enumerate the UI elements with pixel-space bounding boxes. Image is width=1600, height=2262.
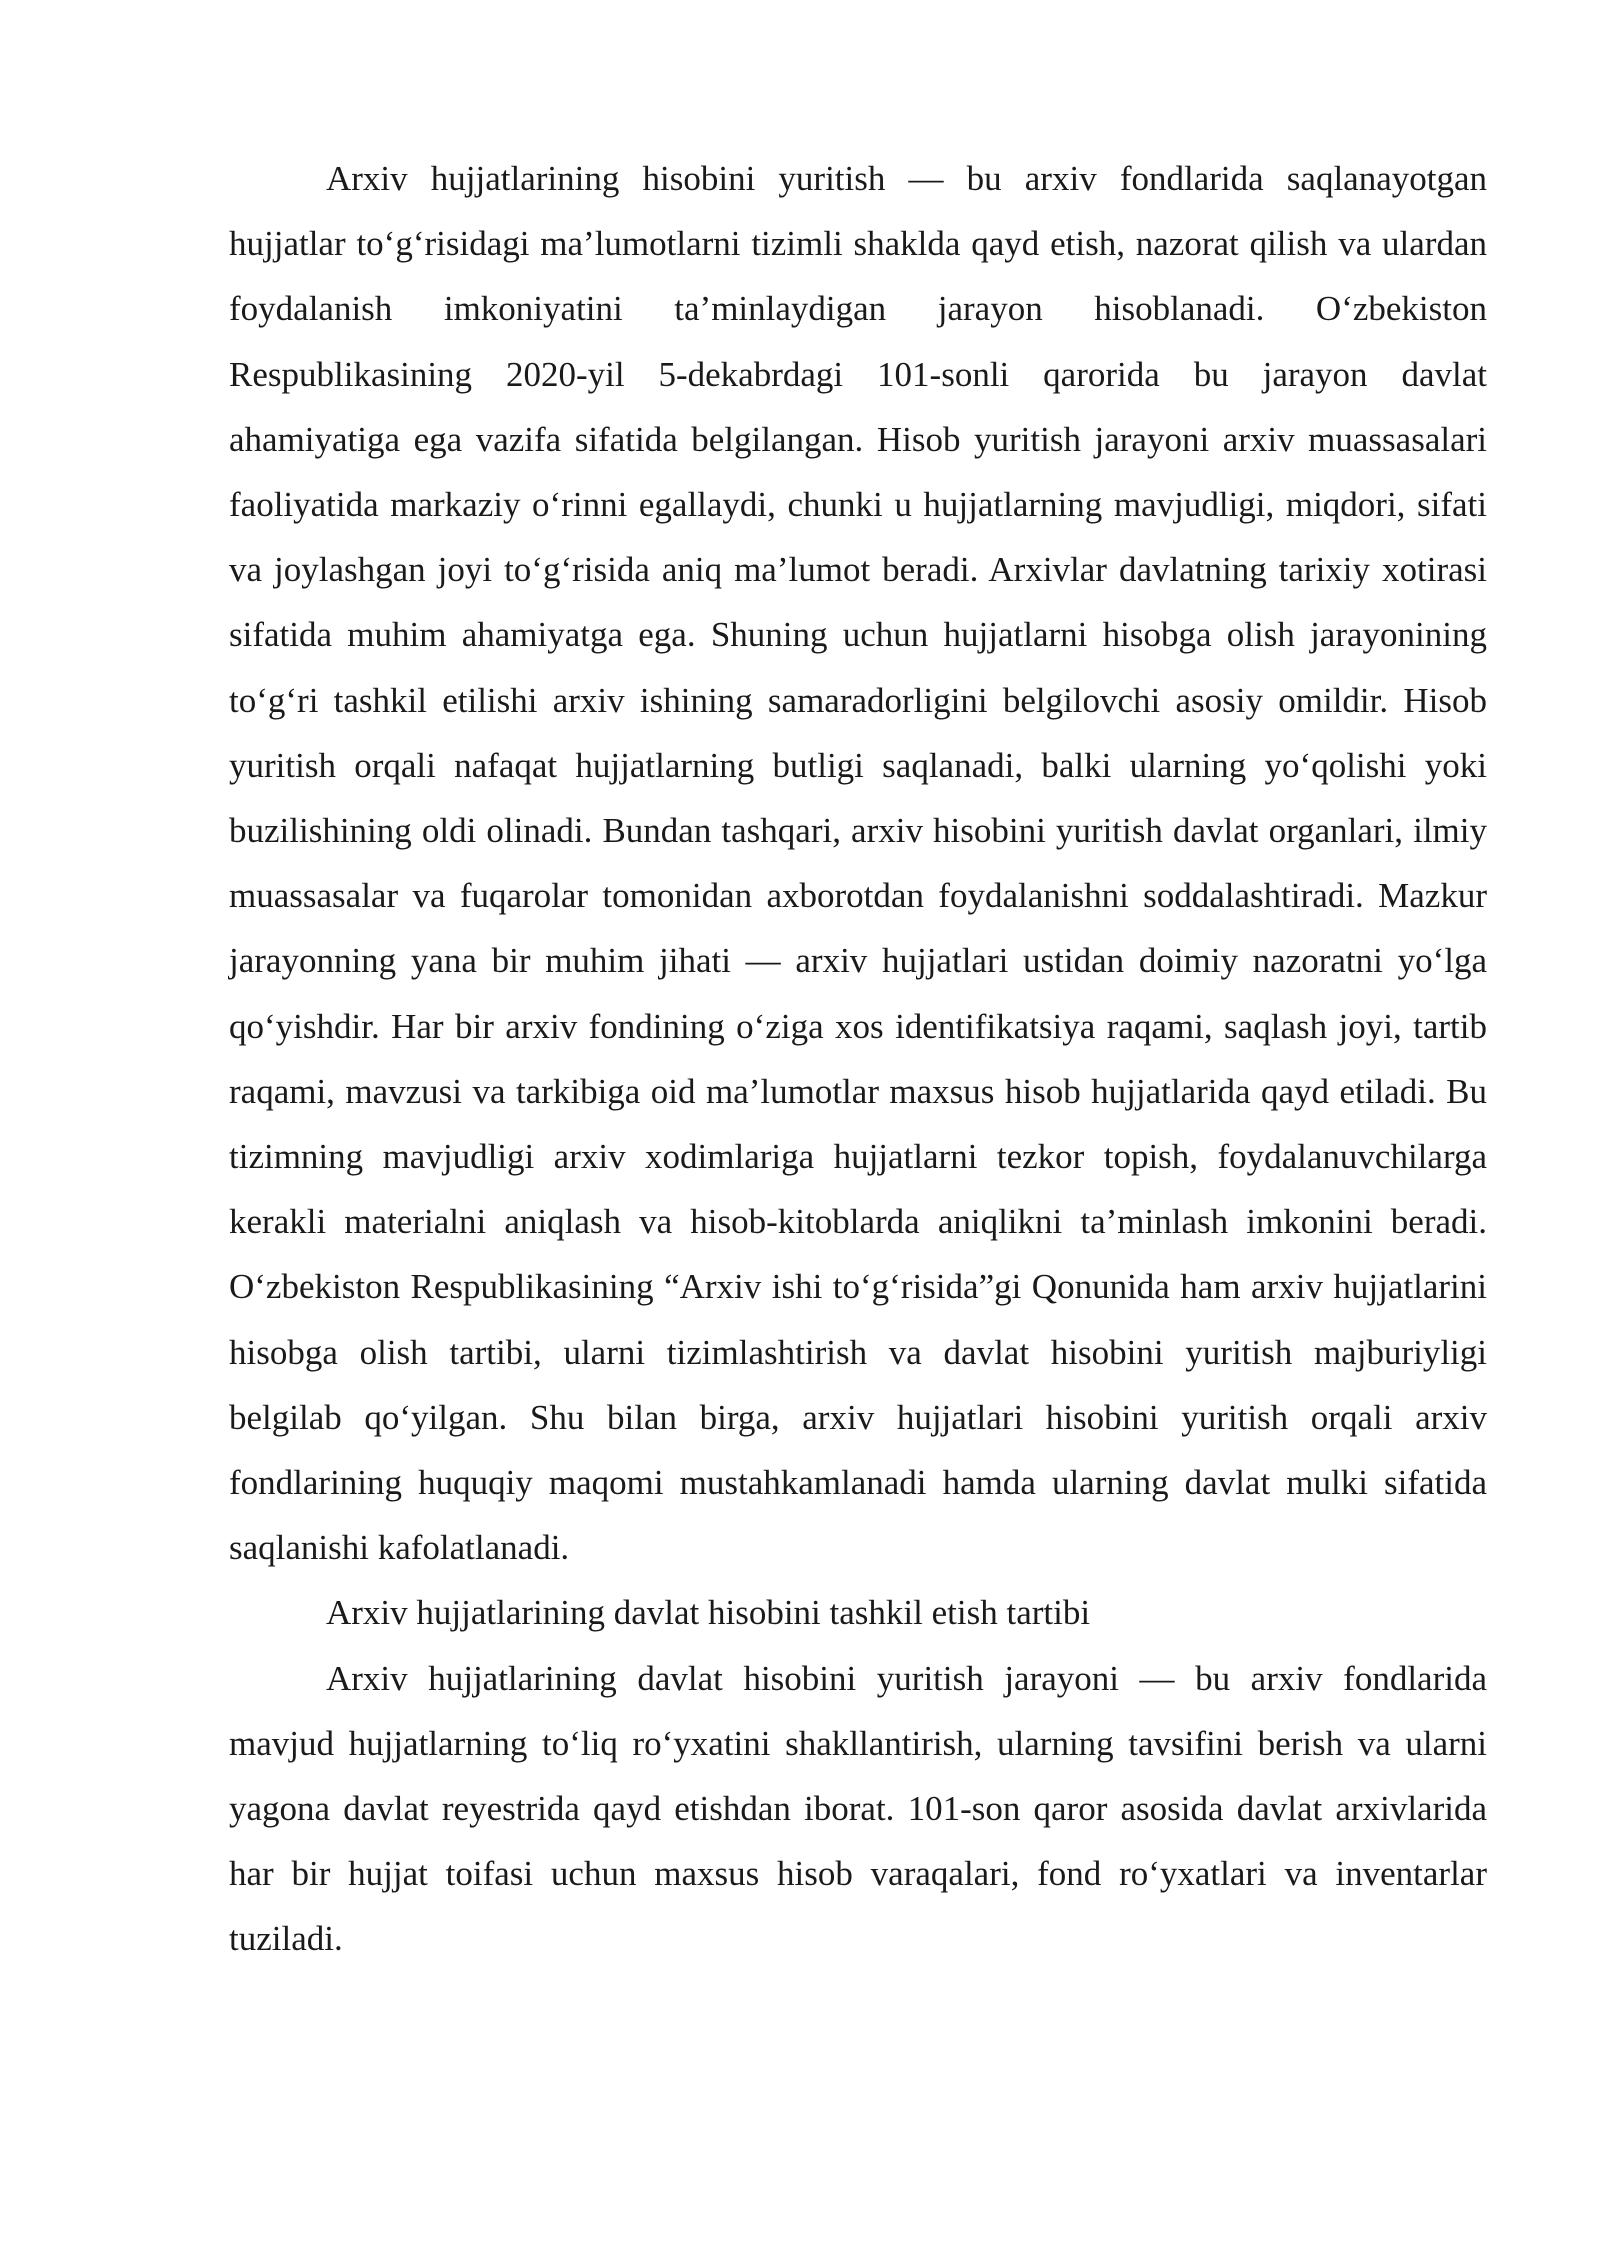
section-heading: Arxiv hujjatlarining davlat hisobini tashkil etish tartibi — [326, 1593, 1091, 1633]
body-paragraph-1: Arxiv hujjatlarining hisobini yuritish — bu arxiv fondlarida saqlanayotgan hujjatlar to‘g‘risidagi ma’lumotlarni tizimli shaklda qayd etish, nazorat qilish va ulardan foydalanish imkoniyatini ta’minlaydigan jarayon hisoblanadi. O‘zbekiston Respublikasining 2020-yil 5-dekabrdagi 101-sonli qarorida bu jarayon davlat ahamiyatiga ega vazifa sifatida belgilangan. Hisob yuritish jarayoni arxiv muassasalari faoliyatida markaziy o‘rinni egallaydi, chunki u hujjatlarning mavjudligi, miqdori, sifati va joylashgan joyi to‘g‘risida aniq ma’lumot beradi. Arxivlar davlatning tarixiy xotirasi sifatida muhim ahamiyatga ega. Shuning uchun hujjatlarni hisobga olish jarayonining to‘g‘ri tashkil etilishi arxiv ishining samaradorligini belgilovchi asosiy omildir. Hisob yuritish orqali nafaqat hujjatlarning butligi saqlanadi, balki ularning yo‘qolishi yoki buzilishining oldi olinadi. Bundan tashqari, arxiv hisobini yuritish davlat organlari, ilmiy muassasalar va fuqarolar tomonidan axborotdan foydalanishni soddalashtiradi. Mazkur jarayonning yana bir muhim jihati — arxiv hujjatlari ustidan doimiy nazoratni yo‘lga qo‘yishdir. Har bir arxiv fondining o‘ziga xos identifikatsiya raqami, saqlash joyi, tartib raqami, mavzusi va tarkibiga oid ma’lumotlar maxsus hisob hujjatlarida qayd etiladi. Bu tizimning mavjudligi arxiv xodimlariga hujjatlarni tezkor topish, foydalanuvchilarga kerakli materialni aniqlash va hisob-kitoblarda aniqlikni ta’minlash imkonini beradi. O‘zbekiston Respublikasining “Arxiv ishi to‘g‘risida”gi Qonunida ham arxiv hujjatlarini hisobga olish tartibi, ularni tizimlashtirish va davlat hisobini yuritish majburiyligi belgilab qo‘yilgan. Shu bilan birga, arxiv hujjatlari hisobini yuritish orqali arxiv fondlarining huquqiy maqomi mustahkamlanadi hamda ularning davlat mulki sifatida saqlanishi kafolatlanadi. — [229, 159, 1487, 1568]
document-body — [229, 146, 1487, 1972]
body-paragraph-2: Arxiv hujjatlarining davlat hisobini yuritish jarayoni — bu arxiv fondlarida mavjud hujjatlarning to‘liq ro‘yxatini shakllantirish, ularning tavsifini berish va ularni yagona davlat reyestrida qayd etishdan iborat. 101-son qaror asosida davlat arxivlarida har bir hujjat toifasi uchun maxsus hisob varaqalari, fond ro‘yxatlari va inventarlar tuziladi. — [229, 1658, 1487, 1959]
